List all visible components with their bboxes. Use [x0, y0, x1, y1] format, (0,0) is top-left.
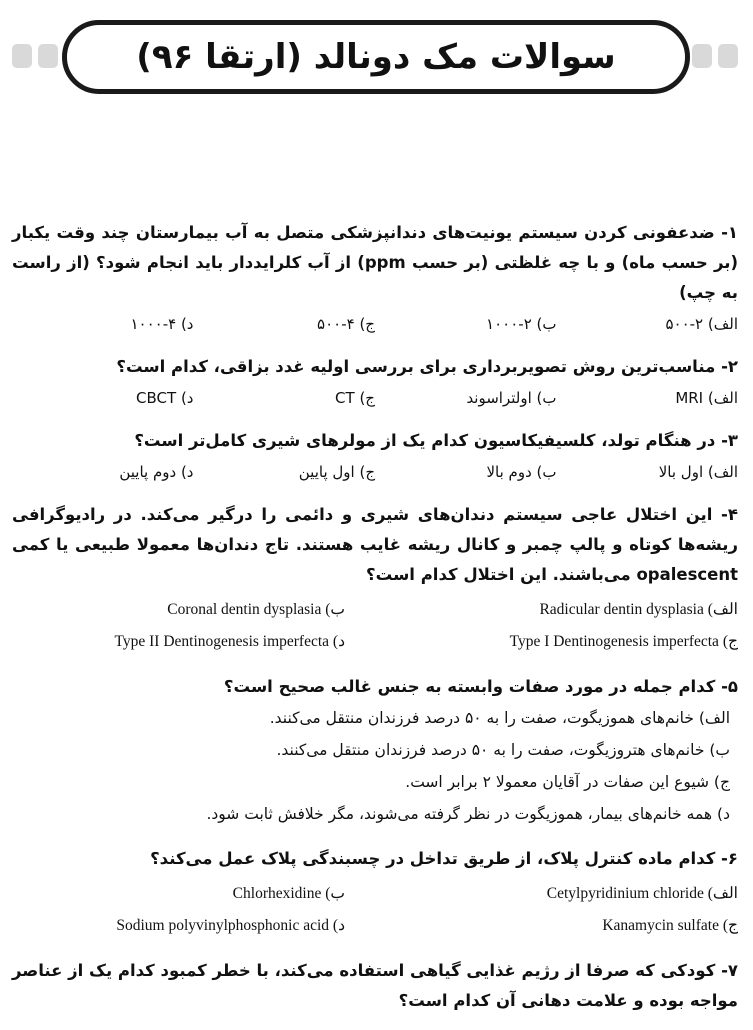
question-stem: ۶- کدام ماده کنترل پلاک، از طریق تداخل در چسبندگی پلاک عمل می‌کند؟	[150, 849, 738, 868]
question-stem: ۲- مناسب‌ترین روش تصویربرداری برای بررسی اولیه غدد بزاقی، کدام است؟	[116, 357, 738, 376]
option-d[interactable]: د) دوم پایین	[119, 463, 194, 481]
option-d[interactable]: د) ۴-۱۰۰۰	[130, 315, 194, 333]
question-stem: ۴- این اختلال عاجی سیستم دندان‌های شیری و دائمی را درگیر می‌کند. در رادیوگرافی ریشه‌ها کوتاه و پالپ چمبر و کانال ریشه غایب هستند. تاج دندان‌ها معمولا طبیعی یا کمی opalescent می‌باشند. این اختلال کدام است؟	[12, 505, 738, 584]
option-a[interactable]: الف) اول بالا	[658, 463, 738, 481]
question-5	[12, 672, 738, 830]
option-c[interactable]: ج) Kanamycin sulfate	[602, 917, 738, 934]
options-list	[12, 702, 738, 830]
decor-dot	[692, 44, 712, 68]
question-7	[12, 956, 738, 1016]
option-b[interactable]: ب) اولتراسوند	[466, 389, 557, 407]
option-b[interactable]: ب) دوم بالا	[486, 463, 557, 481]
option-a[interactable]: الف) خانم‌های هموزیگوت، صفت را به ۵۰ درصد فرزندان منتقل می‌کنند.	[269, 709, 730, 727]
question-3	[12, 426, 738, 486]
page-title: سوالات مک دونالد (ارتقا ۹۶)	[136, 37, 616, 77]
question-2	[12, 352, 738, 412]
decor-dot	[12, 44, 32, 68]
options-row	[12, 310, 738, 338]
question-stem: ۳- در هنگام تولد، کلسیفیکاسیون کدام یک از مولرهای شیری کامل‌تر است؟	[134, 431, 738, 450]
options-row	[12, 458, 738, 486]
option-d[interactable]: د) همه خانم‌های بیمار، هموزیگوت در نظر گرفته می‌شوند، مگر خلافش ثابت شود.	[206, 805, 730, 823]
options-grid	[12, 878, 738, 942]
option-c[interactable]: ج) Type I Dentinogenesis imperfecta	[509, 633, 738, 650]
decor-dot	[38, 44, 58, 68]
option-c[interactable]: ج) شیوع این صفات در آقایان معمولا ۲ برابر است.	[405, 773, 730, 791]
title-box	[62, 20, 690, 94]
option-b[interactable]: ب) خانم‌های هتروزیگوت، صفت را به ۵۰ درصد فرزندان منتقل می‌کنند.	[276, 741, 730, 759]
option-d[interactable]: د) Sodium polyvinylphosphonic acid	[116, 917, 345, 934]
option-d[interactable]: د) CBCT	[136, 389, 194, 407]
option-c[interactable]: ج) ۴-۵۰۰	[317, 315, 375, 333]
option-b[interactable]: ب) Chlorhexidine	[232, 885, 345, 902]
questions-list	[12, 218, 738, 1030]
question-stem: ۷- کودکی که صرفا از رژیم غذایی گیاهی استفاده می‌کند، با خطر کمبود کدام یک از عناصر مواجه بوده و علامت دهانی آن کدام است؟	[12, 961, 738, 1010]
header-bar	[0, 8, 753, 92]
question-6	[12, 844, 738, 942]
question-stem: ۵- کدام جمله در مورد صفات وابسته به جنس غالب صحیح است؟	[223, 677, 738, 696]
question-1	[12, 218, 738, 338]
options-grid	[12, 594, 738, 658]
option-a[interactable]: الف) Radicular dentin dysplasia	[539, 601, 738, 618]
option-a[interactable]: الف) MRI	[675, 389, 738, 407]
option-a[interactable]: الف) ۲-۵۰۰	[665, 315, 738, 333]
option-d[interactable]: د) Type II Dentinogenesis imperfecta	[114, 633, 345, 650]
option-b[interactable]: ب) ۲-۱۰۰۰	[486, 315, 557, 333]
options-row	[12, 384, 738, 412]
option-c[interactable]: ج) اول پایین	[298, 463, 375, 481]
question-4	[12, 500, 738, 658]
decor-dot	[718, 44, 738, 68]
option-c[interactable]: ج) CT	[335, 389, 375, 407]
option-b[interactable]: ب) Coronal dentin dysplasia	[167, 601, 345, 618]
option-a[interactable]: الف) Cetylpyridinium chloride	[546, 885, 738, 902]
question-stem: ۱- ضدعفونی کردن سیستم یونیت‌های دندانپزشکی متصل به آب بیمارستان چند وقت یکبار (بر حسب ماه) و با چه غلظتی (بر حسب ppm) از آب کلرایددار باید انجام شود؟ (از راست به چپ)	[12, 223, 738, 302]
